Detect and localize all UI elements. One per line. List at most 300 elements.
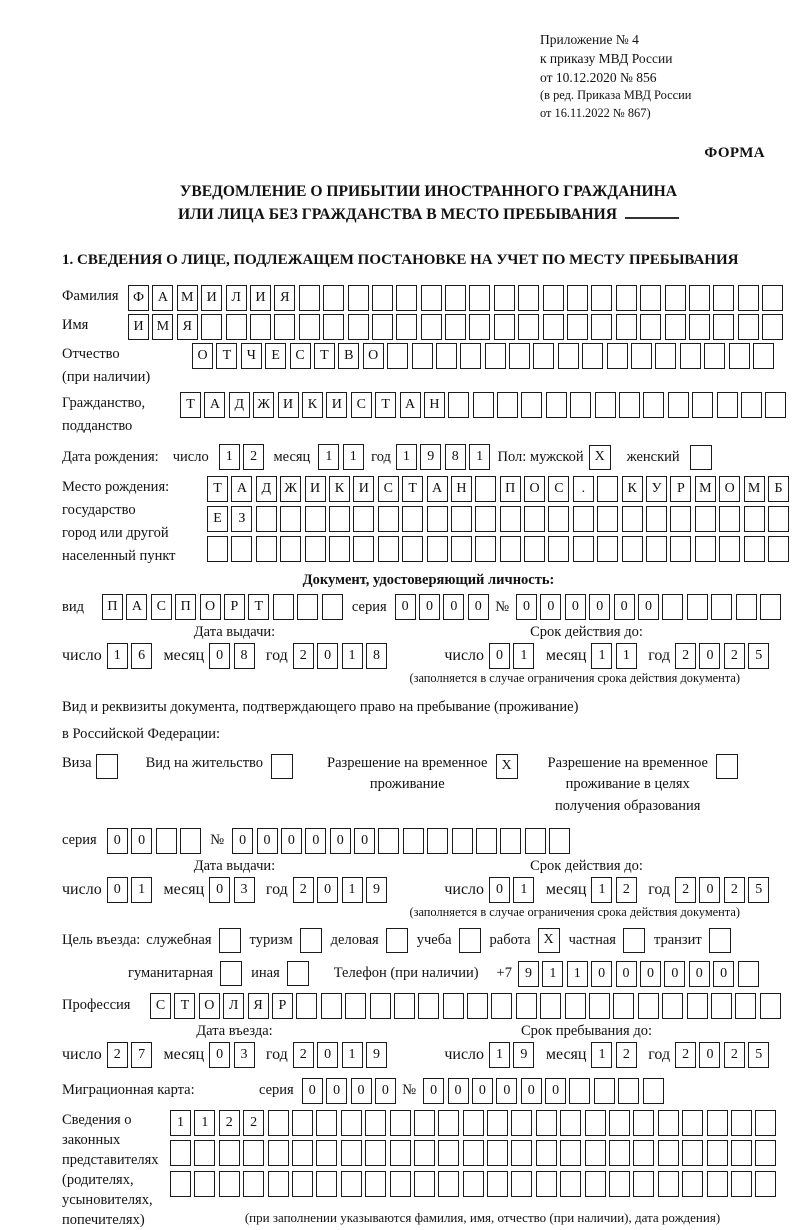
char-cell[interactable] (567, 314, 588, 340)
char-cell[interactable] (540, 993, 561, 1019)
char-cell[interactable] (585, 1140, 606, 1166)
char-cell[interactable]: 0 (209, 877, 230, 903)
char-cell[interactable] (243, 1171, 264, 1197)
char-cell[interactable] (689, 285, 710, 311)
char-cell[interactable] (573, 536, 594, 562)
char-cell[interactable]: 0 (516, 594, 537, 620)
purpose-private-checkbox[interactable] (623, 928, 645, 953)
char-cell[interactable] (180, 828, 201, 854)
char-cell[interactable] (268, 1110, 289, 1136)
char-cell[interactable] (452, 828, 473, 854)
char-cell[interactable] (619, 392, 640, 418)
char-cell[interactable]: 0 (713, 961, 734, 987)
char-cell[interactable] (372, 285, 393, 311)
char-cell[interactable] (585, 1171, 606, 1197)
char-cell[interactable] (536, 1110, 557, 1136)
char-cell[interactable]: 9 (420, 444, 441, 470)
char-cell[interactable]: С (351, 392, 372, 418)
char-cell[interactable]: П (102, 594, 123, 620)
char-cell[interactable]: 0 (131, 828, 152, 854)
char-cell[interactable] (329, 506, 350, 532)
char-cell[interactable] (567, 285, 588, 311)
char-cell[interactable] (609, 1140, 630, 1166)
char-cell[interactable]: 0 (640, 961, 661, 987)
char-cell[interactable] (618, 1078, 639, 1104)
char-cell[interactable]: . (573, 476, 594, 502)
char-cell[interactable]: П (500, 476, 521, 502)
char-cell[interactable]: 0 (257, 828, 278, 854)
char-cell[interactable] (646, 506, 667, 532)
char-cell[interactable] (573, 506, 594, 532)
char-cell[interactable]: 1 (170, 1110, 191, 1136)
char-cell[interactable] (323, 285, 344, 311)
char-cell[interactable] (762, 314, 783, 340)
char-cell[interactable]: 1 (131, 877, 152, 903)
char-cell[interactable] (607, 343, 628, 369)
char-cell[interactable]: 0 (107, 877, 128, 903)
char-cell[interactable]: 0 (317, 1042, 338, 1068)
char-cell[interactable]: 2 (724, 1042, 745, 1068)
char-cell[interactable]: Т (402, 476, 423, 502)
char-cell[interactable] (533, 343, 554, 369)
char-cell[interactable] (755, 1110, 776, 1136)
char-cell[interactable]: Ф (128, 285, 149, 311)
char-cell[interactable] (345, 993, 366, 1019)
char-cell[interactable] (316, 1171, 337, 1197)
char-cell[interactable]: 1 (219, 444, 240, 470)
char-cell[interactable] (695, 506, 716, 532)
char-cell[interactable]: 0 (375, 1078, 396, 1104)
char-cell[interactable]: Л (223, 993, 244, 1019)
char-cell[interactable] (744, 506, 765, 532)
char-cell[interactable]: Б (768, 476, 789, 502)
char-cell[interactable] (497, 392, 518, 418)
char-cell[interactable] (445, 314, 466, 340)
female-checkbox[interactable] (690, 445, 712, 470)
char-cell[interactable]: А (126, 594, 147, 620)
char-cell[interactable] (738, 285, 759, 311)
char-cell[interactable] (760, 993, 781, 1019)
char-cell[interactable]: М (695, 476, 716, 502)
char-cell[interactable]: И (128, 314, 149, 340)
char-cell[interactable] (707, 1140, 728, 1166)
char-cell[interactable]: 1 (343, 444, 364, 470)
char-cell[interactable] (633, 1171, 654, 1197)
char-cell[interactable] (738, 961, 759, 987)
char-cell[interactable]: И (305, 476, 326, 502)
char-cell[interactable] (622, 536, 643, 562)
male-checkbox[interactable]: X (589, 445, 611, 470)
char-cell[interactable]: 0 (496, 1078, 517, 1104)
char-cell[interactable] (755, 1171, 776, 1197)
char-cell[interactable] (755, 1140, 776, 1166)
char-cell[interactable]: 2 (675, 1042, 696, 1068)
char-cell[interactable] (273, 594, 294, 620)
char-cell[interactable] (589, 993, 610, 1019)
char-cell[interactable]: 9 (366, 877, 387, 903)
char-cell[interactable]: 5 (748, 877, 769, 903)
char-cell[interactable] (436, 343, 457, 369)
char-cell[interactable] (443, 993, 464, 1019)
char-cell[interactable] (670, 536, 691, 562)
char-cell[interactable]: 0 (354, 828, 375, 854)
char-cell[interactable]: Т (174, 993, 195, 1019)
char-cell[interactable]: Т (216, 343, 237, 369)
char-cell[interactable]: 0 (699, 643, 720, 669)
char-cell[interactable]: 0 (302, 1078, 323, 1104)
char-cell[interactable]: И (326, 392, 347, 418)
char-cell[interactable] (536, 1171, 557, 1197)
char-cell[interactable] (729, 343, 750, 369)
char-cell[interactable] (695, 536, 716, 562)
char-cell[interactable] (243, 1140, 264, 1166)
purpose-humanitarian-checkbox[interactable] (220, 961, 242, 986)
char-cell[interactable] (414, 1140, 435, 1166)
char-cell[interactable]: О (199, 993, 220, 1019)
char-cell[interactable] (475, 476, 496, 502)
char-cell[interactable] (638, 993, 659, 1019)
char-cell[interactable] (670, 506, 691, 532)
char-cell[interactable] (609, 1171, 630, 1197)
char-cell[interactable] (305, 536, 326, 562)
char-cell[interactable]: 9 (518, 961, 539, 987)
char-cell[interactable]: С (548, 476, 569, 502)
char-cell[interactable] (469, 314, 490, 340)
char-cell[interactable]: О (200, 594, 221, 620)
purpose-work-checkbox[interactable]: X (538, 928, 560, 953)
purpose-transit-checkbox[interactable] (709, 928, 731, 953)
char-cell[interactable] (305, 506, 326, 532)
char-cell[interactable] (646, 536, 667, 562)
char-cell[interactable]: 0 (472, 1078, 493, 1104)
char-cell[interactable]: 8 (366, 643, 387, 669)
char-cell[interactable]: А (400, 392, 421, 418)
char-cell[interactable] (524, 506, 545, 532)
char-cell[interactable]: 0 (521, 1078, 542, 1104)
char-cell[interactable]: 1 (489, 1042, 510, 1068)
char-cell[interactable]: А (152, 285, 173, 311)
char-cell[interactable]: Я (248, 993, 269, 1019)
char-cell[interactable] (511, 1171, 532, 1197)
char-cell[interactable]: 2 (293, 643, 314, 669)
char-cell[interactable]: 8 (445, 444, 466, 470)
char-cell[interactable]: 0 (699, 1042, 720, 1068)
char-cell[interactable]: 2 (675, 877, 696, 903)
char-cell[interactable] (616, 314, 637, 340)
char-cell[interactable]: 5 (748, 1042, 769, 1068)
char-cell[interactable]: К (329, 476, 350, 502)
purpose-tourism-checkbox[interactable] (300, 928, 322, 953)
char-cell[interactable] (487, 1140, 508, 1166)
char-cell[interactable] (500, 506, 521, 532)
char-cell[interactable] (682, 1110, 703, 1136)
char-cell[interactable] (585, 1110, 606, 1136)
char-cell[interactable]: 2 (616, 877, 637, 903)
char-cell[interactable]: Т (207, 476, 228, 502)
char-cell[interactable]: Е (207, 506, 228, 532)
char-cell[interactable]: 1 (591, 877, 612, 903)
char-cell[interactable]: 2 (293, 1042, 314, 1068)
char-cell[interactable]: С (151, 594, 172, 620)
char-cell[interactable]: 1 (342, 643, 363, 669)
char-cell[interactable]: 0 (448, 1078, 469, 1104)
char-cell[interactable] (256, 536, 277, 562)
char-cell[interactable]: 0 (616, 961, 637, 987)
char-cell[interactable] (704, 343, 725, 369)
char-cell[interactable] (256, 506, 277, 532)
char-cell[interactable]: 1 (567, 961, 588, 987)
char-cell[interactable]: О (719, 476, 740, 502)
char-cell[interactable] (219, 1140, 240, 1166)
char-cell[interactable] (570, 392, 591, 418)
char-cell[interactable] (412, 343, 433, 369)
char-cell[interactable] (402, 506, 423, 532)
char-cell[interactable]: 2 (616, 1042, 637, 1068)
char-cell[interactable] (170, 1171, 191, 1197)
char-cell[interactable]: Н (451, 476, 472, 502)
char-cell[interactable] (378, 536, 399, 562)
char-cell[interactable]: О (192, 343, 213, 369)
char-cell[interactable]: 9 (513, 1042, 534, 1068)
char-cell[interactable] (565, 993, 586, 1019)
char-cell[interactable]: Д (256, 476, 277, 502)
char-cell[interactable]: 1 (396, 444, 417, 470)
char-cell[interactable] (597, 536, 618, 562)
char-cell[interactable]: П (175, 594, 196, 620)
char-cell[interactable] (476, 828, 497, 854)
char-cell[interactable] (427, 536, 448, 562)
char-cell[interactable] (402, 536, 423, 562)
char-cell[interactable]: 6 (131, 643, 152, 669)
char-cell[interactable] (156, 828, 177, 854)
char-cell[interactable]: 0 (317, 643, 338, 669)
char-cell[interactable]: 1 (542, 961, 563, 987)
char-cell[interactable]: 0 (281, 828, 302, 854)
char-cell[interactable] (372, 314, 393, 340)
char-cell[interactable] (707, 1171, 728, 1197)
char-cell[interactable]: 0 (209, 1042, 230, 1068)
temp-residence-education-checkbox[interactable] (716, 754, 738, 779)
char-cell[interactable] (633, 1110, 654, 1136)
char-cell[interactable] (194, 1140, 215, 1166)
char-cell[interactable] (741, 392, 762, 418)
char-cell[interactable] (250, 314, 271, 340)
char-cell[interactable] (329, 536, 350, 562)
char-cell[interactable] (316, 1110, 337, 1136)
char-cell[interactable] (378, 828, 399, 854)
char-cell[interactable] (473, 392, 494, 418)
char-cell[interactable]: 0 (489, 643, 510, 669)
char-cell[interactable] (414, 1171, 435, 1197)
char-cell[interactable] (280, 506, 301, 532)
char-cell[interactable] (170, 1140, 191, 1166)
char-cell[interactable] (560, 1140, 581, 1166)
char-cell[interactable]: 3 (234, 877, 255, 903)
char-cell[interactable] (582, 343, 603, 369)
char-cell[interactable] (341, 1140, 362, 1166)
char-cell[interactable] (711, 594, 732, 620)
char-cell[interactable] (595, 392, 616, 418)
char-cell[interactable] (736, 594, 757, 620)
char-cell[interactable] (768, 506, 789, 532)
char-cell[interactable] (687, 993, 708, 1019)
char-cell[interactable] (518, 285, 539, 311)
char-cell[interactable] (613, 993, 634, 1019)
char-cell[interactable]: 0 (107, 828, 128, 854)
char-cell[interactable] (658, 1110, 679, 1136)
char-cell[interactable] (487, 1171, 508, 1197)
char-cell[interactable]: 0 (209, 643, 230, 669)
char-cell[interactable] (427, 828, 448, 854)
char-cell[interactable]: О (524, 476, 545, 502)
char-cell[interactable] (460, 343, 481, 369)
char-cell[interactable] (341, 1171, 362, 1197)
char-cell[interactable]: И (353, 476, 374, 502)
char-cell[interactable]: 0 (330, 828, 351, 854)
char-cell[interactable] (348, 285, 369, 311)
char-cell[interactable] (494, 314, 515, 340)
char-cell[interactable] (201, 314, 222, 340)
char-cell[interactable]: С (378, 476, 399, 502)
char-cell[interactable] (500, 828, 521, 854)
char-cell[interactable] (268, 1140, 289, 1166)
char-cell[interactable] (616, 285, 637, 311)
char-cell[interactable] (744, 536, 765, 562)
char-cell[interactable]: 1 (342, 1042, 363, 1068)
char-cell[interactable]: У (646, 476, 667, 502)
char-cell[interactable] (682, 1171, 703, 1197)
char-cell[interactable]: С (150, 993, 171, 1019)
purpose-other-checkbox[interactable] (287, 961, 309, 986)
char-cell[interactable] (268, 1171, 289, 1197)
char-cell[interactable] (609, 1110, 630, 1136)
char-cell[interactable]: Н (424, 392, 445, 418)
char-cell[interactable] (421, 314, 442, 340)
char-cell[interactable]: 1 (616, 643, 637, 669)
char-cell[interactable]: 0 (468, 594, 489, 620)
char-cell[interactable]: 2 (293, 877, 314, 903)
char-cell[interactable] (299, 285, 320, 311)
char-cell[interactable]: 0 (305, 828, 326, 854)
char-cell[interactable] (662, 993, 683, 1019)
char-cell[interactable]: 1 (107, 643, 128, 669)
char-cell[interactable]: Р (272, 993, 293, 1019)
char-cell[interactable] (597, 476, 618, 502)
char-cell[interactable] (765, 392, 786, 418)
char-cell[interactable]: 0 (664, 961, 685, 987)
char-cell[interactable]: 0 (638, 594, 659, 620)
purpose-business-checkbox[interactable] (386, 928, 408, 953)
char-cell[interactable] (451, 506, 472, 532)
char-cell[interactable] (524, 536, 545, 562)
char-cell[interactable] (500, 536, 521, 562)
char-cell[interactable]: Т (375, 392, 396, 418)
char-cell[interactable]: 2 (675, 643, 696, 669)
char-cell[interactable]: И (250, 285, 271, 311)
char-cell[interactable] (643, 1078, 664, 1104)
char-cell[interactable]: 0 (489, 877, 510, 903)
char-cell[interactable] (414, 1110, 435, 1136)
char-cell[interactable] (548, 506, 569, 532)
char-cell[interactable] (762, 285, 783, 311)
char-cell[interactable]: К (622, 476, 643, 502)
char-cell[interactable] (292, 1140, 313, 1166)
char-cell[interactable] (448, 392, 469, 418)
char-cell[interactable] (467, 993, 488, 1019)
char-cell[interactable]: 1 (591, 643, 612, 669)
char-cell[interactable] (438, 1171, 459, 1197)
char-cell[interactable] (463, 1110, 484, 1136)
char-cell[interactable]: 0 (423, 1078, 444, 1104)
char-cell[interactable]: Ж (280, 476, 301, 502)
char-cell[interactable] (390, 1140, 411, 1166)
char-cell[interactable] (558, 343, 579, 369)
char-cell[interactable] (387, 343, 408, 369)
char-cell[interactable] (226, 314, 247, 340)
char-cell[interactable] (521, 392, 542, 418)
char-cell[interactable] (658, 1140, 679, 1166)
char-cell[interactable]: Р (224, 594, 245, 620)
char-cell[interactable] (719, 536, 740, 562)
char-cell[interactable]: 0 (565, 594, 586, 620)
purpose-official-checkbox[interactable] (219, 928, 241, 953)
char-cell[interactable]: 3 (234, 1042, 255, 1068)
char-cell[interactable] (735, 993, 756, 1019)
char-cell[interactable]: 2 (107, 1042, 128, 1068)
char-cell[interactable]: А (204, 392, 225, 418)
char-cell[interactable] (525, 828, 546, 854)
char-cell[interactable]: 0 (326, 1078, 347, 1104)
char-cell[interactable]: Т (314, 343, 335, 369)
char-cell[interactable] (731, 1140, 752, 1166)
char-cell[interactable]: 0 (443, 594, 464, 620)
char-cell[interactable] (560, 1171, 581, 1197)
char-cell[interactable]: В (338, 343, 359, 369)
temp-residence-checkbox[interactable]: X (496, 754, 518, 779)
char-cell[interactable]: 2 (219, 1110, 240, 1136)
char-cell[interactable] (390, 1110, 411, 1136)
char-cell[interactable] (591, 314, 612, 340)
char-cell[interactable]: 9 (366, 1042, 387, 1068)
char-cell[interactable]: М (744, 476, 765, 502)
char-cell[interactable]: 1 (513, 643, 534, 669)
char-cell[interactable]: 1 (342, 877, 363, 903)
char-cell[interactable] (682, 1140, 703, 1166)
char-cell[interactable] (365, 1110, 386, 1136)
char-cell[interactable]: И (201, 285, 222, 311)
char-cell[interactable]: 1 (591, 1042, 612, 1068)
char-cell[interactable] (370, 993, 391, 1019)
char-cell[interactable] (668, 392, 689, 418)
char-cell[interactable]: 0 (614, 594, 635, 620)
char-cell[interactable] (662, 594, 683, 620)
char-cell[interactable] (518, 314, 539, 340)
char-cell[interactable] (622, 506, 643, 532)
char-cell[interactable]: А (427, 476, 448, 502)
char-cell[interactable] (390, 1171, 411, 1197)
char-cell[interactable] (731, 1171, 752, 1197)
char-cell[interactable]: 0 (232, 828, 253, 854)
char-cell[interactable]: М (177, 285, 198, 311)
char-cell[interactable] (560, 1110, 581, 1136)
char-cell[interactable] (594, 1078, 615, 1104)
char-cell[interactable]: 0 (699, 877, 720, 903)
char-cell[interactable]: 2 (724, 643, 745, 669)
char-cell[interactable] (475, 536, 496, 562)
char-cell[interactable] (323, 314, 344, 340)
char-cell[interactable] (491, 993, 512, 1019)
char-cell[interactable] (546, 392, 567, 418)
